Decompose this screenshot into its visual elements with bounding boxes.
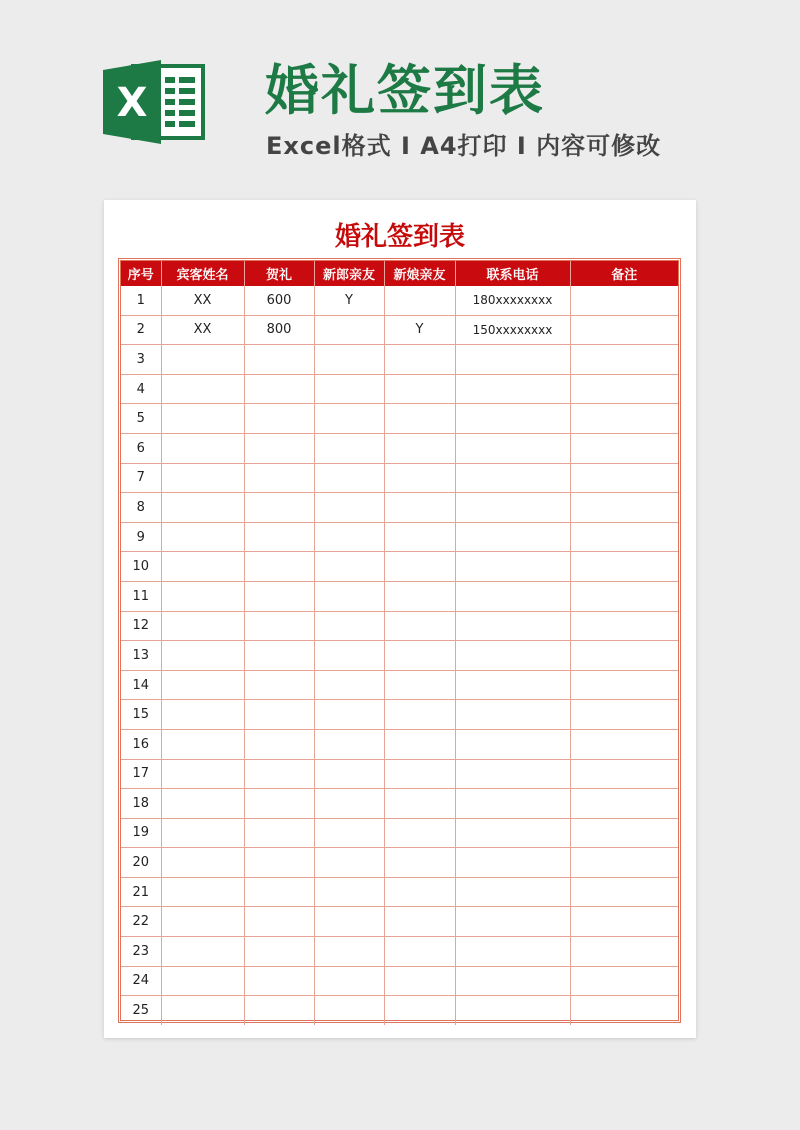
cell-index: 25	[121, 996, 161, 1025]
cell-phone[interactable]: 150xxxxxxxx	[455, 315, 570, 345]
cell-gift[interactable]	[244, 433, 314, 463]
cell-groom-side[interactable]	[314, 463, 384, 493]
cell-bride-side[interactable]	[384, 493, 455, 523]
cell-index: 23	[121, 937, 161, 967]
cell-notes[interactable]	[570, 315, 678, 345]
cell-notes[interactable]	[570, 641, 678, 671]
cell-bride-side[interactable]: Y	[384, 315, 455, 345]
cell-guest-name[interactable]	[161, 522, 244, 552]
cell-notes[interactable]	[570, 848, 678, 878]
cell-bride-side[interactable]	[384, 404, 455, 434]
table-row	[121, 729, 678, 759]
cell-notes[interactable]	[570, 345, 678, 375]
cell-gift[interactable]	[244, 493, 314, 523]
cell-guest-name[interactable]	[161, 848, 244, 878]
cell-index: 12	[121, 611, 161, 641]
table-row	[121, 759, 678, 789]
cell-bride-side[interactable]	[384, 641, 455, 671]
table-row	[121, 433, 678, 463]
cell-groom-side[interactable]	[314, 759, 384, 789]
cell-gift[interactable]	[244, 966, 314, 996]
cell-phone[interactable]	[455, 937, 570, 967]
cell-notes[interactable]	[570, 966, 678, 996]
cell-notes[interactable]	[570, 286, 678, 315]
cell-notes[interactable]	[570, 611, 678, 641]
cell-bride-side[interactable]	[384, 611, 455, 641]
cell-notes[interactable]	[570, 374, 678, 404]
cell-notes[interactable]	[570, 522, 678, 552]
cell-index: 2	[121, 315, 161, 345]
cell-index: 14	[121, 670, 161, 700]
cell-guest-name[interactable]	[161, 581, 244, 611]
cell-gift[interactable]	[244, 877, 314, 907]
cell-index: 7	[121, 463, 161, 493]
cell-phone[interactable]	[455, 966, 570, 996]
cell-notes[interactable]	[570, 700, 678, 730]
cell-guest-name[interactable]	[161, 818, 244, 848]
cell-notes[interactable]	[570, 907, 678, 937]
cell-index: 22	[121, 907, 161, 937]
cell-guest-name[interactable]	[161, 729, 244, 759]
table-row	[121, 966, 678, 996]
table-body	[121, 286, 678, 1025]
cell-groom-side[interactable]	[314, 996, 384, 1025]
cell-index: 10	[121, 552, 161, 582]
column-header-notes: 备注	[570, 261, 678, 286]
cell-groom-side[interactable]: Y	[314, 286, 384, 315]
cell-guest-name[interactable]	[161, 433, 244, 463]
cell-index: 8	[121, 493, 161, 523]
cell-groom-side[interactable]	[314, 611, 384, 641]
cell-bride-side[interactable]	[384, 581, 455, 611]
cell-phone[interactable]: 180xxxxxxxx	[455, 286, 570, 315]
header	[0, 0, 800, 200]
cell-gift[interactable]	[244, 522, 314, 552]
cell-bride-side[interactable]	[384, 907, 455, 937]
cell-notes[interactable]	[570, 818, 678, 848]
cell-bride-side[interactable]	[384, 996, 455, 1025]
cell-index: 1	[121, 286, 161, 315]
cell-groom-side[interactable]	[314, 404, 384, 434]
cell-index: 6	[121, 433, 161, 463]
column-header-bride-side: 新娘亲友	[384, 261, 455, 286]
cell-bride-side[interactable]	[384, 789, 455, 819]
column-header-gift: 贺礼	[244, 261, 314, 286]
cell-guest-name[interactable]: XX	[161, 315, 244, 345]
cell-guest-name[interactable]	[161, 759, 244, 789]
cell-guest-name[interactable]	[161, 611, 244, 641]
cell-groom-side[interactable]	[314, 907, 384, 937]
cell-phone[interactable]	[455, 996, 570, 1025]
cell-notes[interactable]	[570, 670, 678, 700]
cell-phone[interactable]	[455, 789, 570, 819]
cell-gift[interactable]	[244, 641, 314, 671]
cell-index: 16	[121, 729, 161, 759]
cell-gift[interactable]	[244, 552, 314, 582]
cell-notes[interactable]	[570, 463, 678, 493]
cell-bride-side[interactable]	[384, 818, 455, 848]
cell-groom-side[interactable]	[314, 345, 384, 375]
table-row	[121, 848, 678, 878]
cell-gift[interactable]	[244, 463, 314, 493]
page-subtitle: Excel格式 I A4打印 I 内容可修改	[266, 132, 662, 160]
cell-phone[interactable]	[455, 581, 570, 611]
cell-gift[interactable]	[244, 670, 314, 700]
cell-notes[interactable]	[570, 877, 678, 907]
cell-gift[interactable]	[244, 759, 314, 789]
cell-gift[interactable]	[244, 907, 314, 937]
cell-guest-name[interactable]	[161, 493, 244, 523]
cell-guest-name[interactable]	[161, 552, 244, 582]
cell-bride-side[interactable]	[384, 552, 455, 582]
cell-groom-side[interactable]	[314, 522, 384, 552]
cell-bride-side[interactable]	[384, 729, 455, 759]
cell-index: 3	[121, 345, 161, 375]
table-row	[121, 641, 678, 671]
cell-index: 20	[121, 848, 161, 878]
cell-groom-side[interactable]	[314, 552, 384, 582]
sheet-title: 婚礼签到表	[334, 222, 465, 252]
cell-phone[interactable]	[455, 345, 570, 375]
column-header-guest-name: 宾客姓名	[161, 261, 244, 286]
cell-groom-side[interactable]	[314, 789, 384, 819]
table-row	[121, 611, 678, 641]
cell-groom-side[interactable]	[314, 937, 384, 967]
header-row	[121, 261, 678, 286]
cell-guest-name[interactable]	[161, 966, 244, 996]
cell-guest-name[interactable]	[161, 404, 244, 434]
cell-bride-side[interactable]	[384, 463, 455, 493]
table-row	[121, 463, 678, 493]
cell-gift[interactable]	[244, 818, 314, 848]
cell-notes[interactable]	[570, 996, 678, 1025]
cell-phone[interactable]	[455, 433, 570, 463]
cell-gift[interactable]	[244, 729, 314, 759]
table-row	[121, 404, 678, 434]
cell-groom-side[interactable]	[314, 493, 384, 523]
cell-index: 9	[121, 522, 161, 552]
table-row	[121, 374, 678, 404]
cell-gift[interactable]	[244, 404, 314, 434]
cell-notes[interactable]	[570, 404, 678, 434]
cell-groom-side[interactable]	[314, 433, 384, 463]
table-row	[121, 315, 678, 345]
column-header-groom-side: 新郎亲友	[314, 261, 384, 286]
cell-phone[interactable]	[455, 907, 570, 937]
cell-notes[interactable]	[570, 729, 678, 759]
table-row	[121, 700, 678, 730]
cell-bride-side[interactable]	[384, 433, 455, 463]
cell-groom-side[interactable]	[314, 374, 384, 404]
cell-groom-side[interactable]	[314, 315, 384, 345]
table-row	[121, 818, 678, 848]
cell-guest-name[interactable]	[161, 877, 244, 907]
cell-bride-side[interactable]	[384, 286, 455, 315]
table-row	[121, 345, 678, 375]
cell-groom-side[interactable]	[314, 641, 384, 671]
cell-notes[interactable]	[570, 493, 678, 523]
cell-index: 11	[121, 581, 161, 611]
sign-in-table	[121, 261, 678, 1025]
table-row	[121, 937, 678, 967]
cell-groom-side[interactable]	[314, 581, 384, 611]
cell-phone[interactable]	[455, 404, 570, 434]
logo-letter: X	[116, 80, 148, 126]
excel-icon	[103, 60, 205, 144]
table-row	[121, 877, 678, 907]
cell-phone[interactable]	[455, 848, 570, 878]
cell-guest-name[interactable]	[161, 670, 244, 700]
cell-groom-side[interactable]	[314, 670, 384, 700]
column-header-index: 序号	[121, 261, 161, 286]
cell-bride-side[interactable]	[384, 374, 455, 404]
cell-bride-side[interactable]	[384, 345, 455, 375]
cell-index: 18	[121, 789, 161, 819]
cell-guest-name[interactable]	[161, 700, 244, 730]
cell-gift[interactable]	[244, 789, 314, 819]
cell-index: 4	[121, 374, 161, 404]
cell-guest-name[interactable]: XX	[161, 286, 244, 315]
cell-notes[interactable]	[570, 937, 678, 967]
cell-index: 21	[121, 877, 161, 907]
cell-notes[interactable]	[570, 789, 678, 819]
cell-guest-name[interactable]	[161, 789, 244, 819]
table-row	[121, 286, 678, 315]
table-row	[121, 907, 678, 937]
cell-guest-name[interactable]	[161, 907, 244, 937]
cell-bride-side[interactable]	[384, 877, 455, 907]
page-title: 婚礼签到表	[265, 59, 545, 122]
cell-guest-name[interactable]	[161, 996, 244, 1025]
cell-gift[interactable]	[244, 374, 314, 404]
cell-bride-side[interactable]	[384, 522, 455, 552]
cell-bride-side[interactable]	[384, 937, 455, 967]
cell-guest-name[interactable]	[161, 641, 244, 671]
cell-bride-side[interactable]	[384, 670, 455, 700]
cell-phone[interactable]	[455, 493, 570, 523]
cell-phone[interactable]	[455, 522, 570, 552]
column-header-phone: 联系电话	[455, 261, 570, 286]
cell-guest-name[interactable]	[161, 937, 244, 967]
cell-phone[interactable]	[455, 818, 570, 848]
cell-notes[interactable]	[570, 552, 678, 582]
cell-guest-name[interactable]	[161, 374, 244, 404]
cell-guest-name[interactable]	[161, 345, 244, 375]
cell-index: 5	[121, 404, 161, 434]
cell-index: 24	[121, 966, 161, 996]
table-row	[121, 522, 678, 552]
cell-bride-side[interactable]	[384, 848, 455, 878]
cell-groom-side[interactable]	[314, 966, 384, 996]
table-row	[121, 789, 678, 819]
cell-bride-side[interactable]	[384, 759, 455, 789]
cell-gift[interactable]	[244, 996, 314, 1025]
cell-notes[interactable]	[570, 759, 678, 789]
cell-groom-side[interactable]	[314, 729, 384, 759]
cell-gift[interactable]	[244, 611, 314, 641]
cell-bride-side[interactable]	[384, 700, 455, 730]
table-row	[121, 670, 678, 700]
spreadsheet-page	[104, 200, 696, 1038]
cell-phone[interactable]	[455, 670, 570, 700]
cell-phone[interactable]	[455, 641, 570, 671]
cell-phone[interactable]	[455, 729, 570, 759]
cell-phone[interactable]	[455, 552, 570, 582]
cell-index: 17	[121, 759, 161, 789]
cell-index: 13	[121, 641, 161, 671]
cell-phone[interactable]	[455, 463, 570, 493]
cell-gift[interactable]: 600	[244, 286, 314, 315]
table-row	[121, 493, 678, 523]
cell-gift[interactable]	[244, 345, 314, 375]
cell-index: 19	[121, 818, 161, 848]
cell-groom-side[interactable]	[314, 818, 384, 848]
cell-phone[interactable]	[455, 700, 570, 730]
cell-guest-name[interactable]	[161, 463, 244, 493]
cell-index: 15	[121, 700, 161, 730]
cell-gift[interactable]	[244, 937, 314, 967]
table-row	[121, 581, 678, 611]
cell-bride-side[interactable]	[384, 966, 455, 996]
table-row	[121, 996, 678, 1025]
cell-phone[interactable]	[455, 374, 570, 404]
cell-phone[interactable]	[455, 877, 570, 907]
cell-notes[interactable]	[570, 581, 678, 611]
table-frame	[118, 258, 681, 1023]
cell-groom-side[interactable]	[314, 877, 384, 907]
cell-groom-side[interactable]	[314, 700, 384, 730]
cell-notes[interactable]	[570, 433, 678, 463]
table-row	[121, 552, 678, 582]
cell-gift[interactable]	[244, 848, 314, 878]
cell-phone[interactable]	[455, 759, 570, 789]
cell-phone[interactable]	[455, 611, 570, 641]
cell-gift[interactable]: 800	[244, 315, 314, 345]
cell-gift[interactable]	[244, 700, 314, 730]
cell-gift[interactable]	[244, 581, 314, 611]
cell-groom-side[interactable]	[314, 848, 384, 878]
